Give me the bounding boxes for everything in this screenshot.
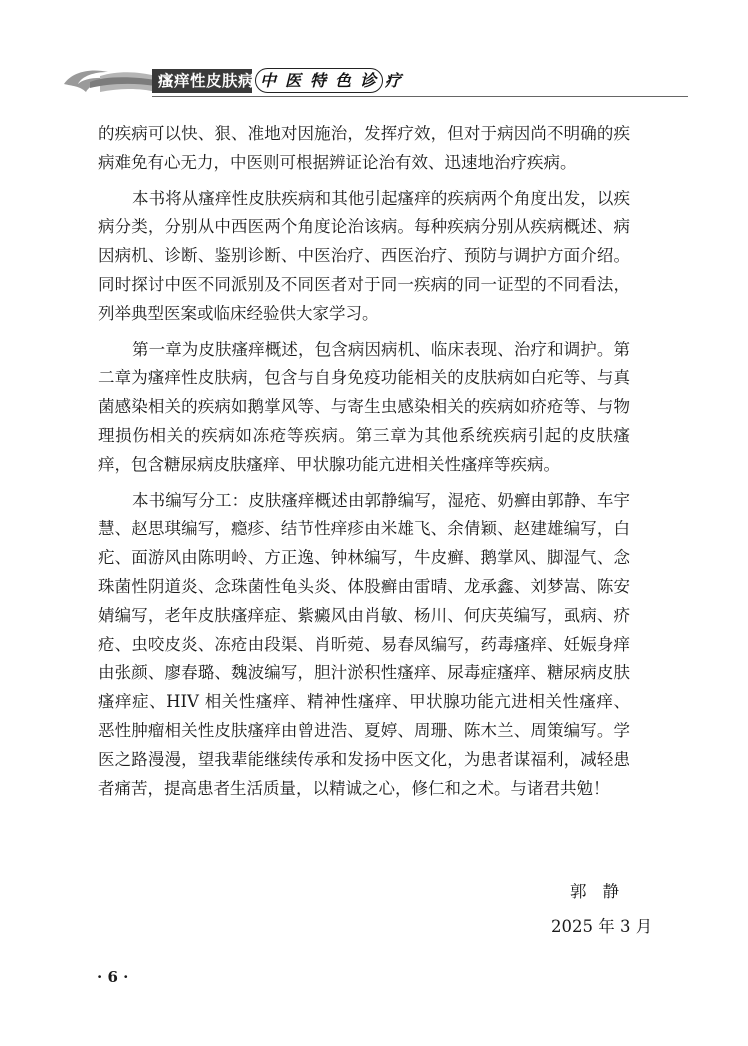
author-signature: 郭静	[570, 882, 635, 901]
signature-date: 2025 年 3 月	[551, 917, 653, 936]
book-title: 瘙痒性皮肤病	[158, 72, 255, 90]
page-number: · 6 ·	[97, 968, 129, 986]
header-rule	[152, 96, 688, 97]
running-header	[60, 62, 688, 102]
paragraph: 本书将从瘙痒性皮肤疾病和其他引起瘙痒的疾病两个角度出发，以疾病分类，分别从中西医两个角度论治该病。每种疾病分别从疾病概述、病因病机、诊断、鉴别诊断、中医治疗、西医治疗、预防与调护方面介绍。同时探讨中医不同派别及不同医者对于同一疾病的同一证型的不同看法，列举典型医案或临床经验供大家学习。	[98, 188, 630, 323]
paragraph: 的疾病可以快、狠、准地对因施治，发挥疗效，但对于病因尚不明确的疾病难免有心无力，中医则可根据辨证论治有效、迅速地治疗疾病。	[98, 124, 630, 172]
series-title: 中医特色诊疗	[260, 71, 411, 90]
paragraph: 第一章为皮肤瘙痒概述，包含病因病机、临床表现、治疗和调护。第二章为瘙痒性皮肤病，包含与自身免疫功能相关的皮肤病如白疕等、与真菌感染相关的疾病如鹅掌风等、与寄生虫感染相关的疾病如疥疮等、与物理损伤相关的疾病如冻疮等疾病。第三章为其他系统疾病引起的皮肤瘙痒，包含糖尿病皮肤瘙痒、甲状腺功能亢进相关性瘙痒等疾病。	[98, 339, 630, 474]
paragraph: 本书编写分工：皮肤瘙痒概述由郭静编写，湿疮、奶癣由郭静、车宇慧、赵思琪编写，瘾疹、结节性痒疹由米雄飞、余倩颖、赵建雄编写，白疕、面游风由陈明岭、方正逸、钟林编写，牛皮癣、鹅掌风、脚湿气、念珠菌性阴道炎、念珠菌性龟头炎、体股癣由雷晴、龙承鑫、刘梦嵩、陈安婧编写，老年皮肤瘙痒症、紫癜风由肖敏、杨川、何庆英编写，虱病、疥疮、虫咬皮炎、冻疮由段渠、肖昕菀、易春凤编写，药毒瘙痒、妊娠身痒由张颜、廖春璐、魏波编写，胆汁淤积性瘙痒、尿毒症瘙痒、糖尿病皮肤瘙痒症、HIV 相关性瘙痒、精神性瘙痒、甲状腺功能亢进相关性瘙痒、恶性肿瘤相关性皮肤瘙痒由曾进浩、夏婷、周珊、陈木兰、周策编写。学医之路漫漫，望我辈能继续传承和发扬中医文化，为患者谋福利，减轻患者痛苦，提高患者生活质量，以精诚之心，修仁和之术。与诸君共勉！	[98, 490, 630, 798]
page-body	[98, 120, 630, 803]
